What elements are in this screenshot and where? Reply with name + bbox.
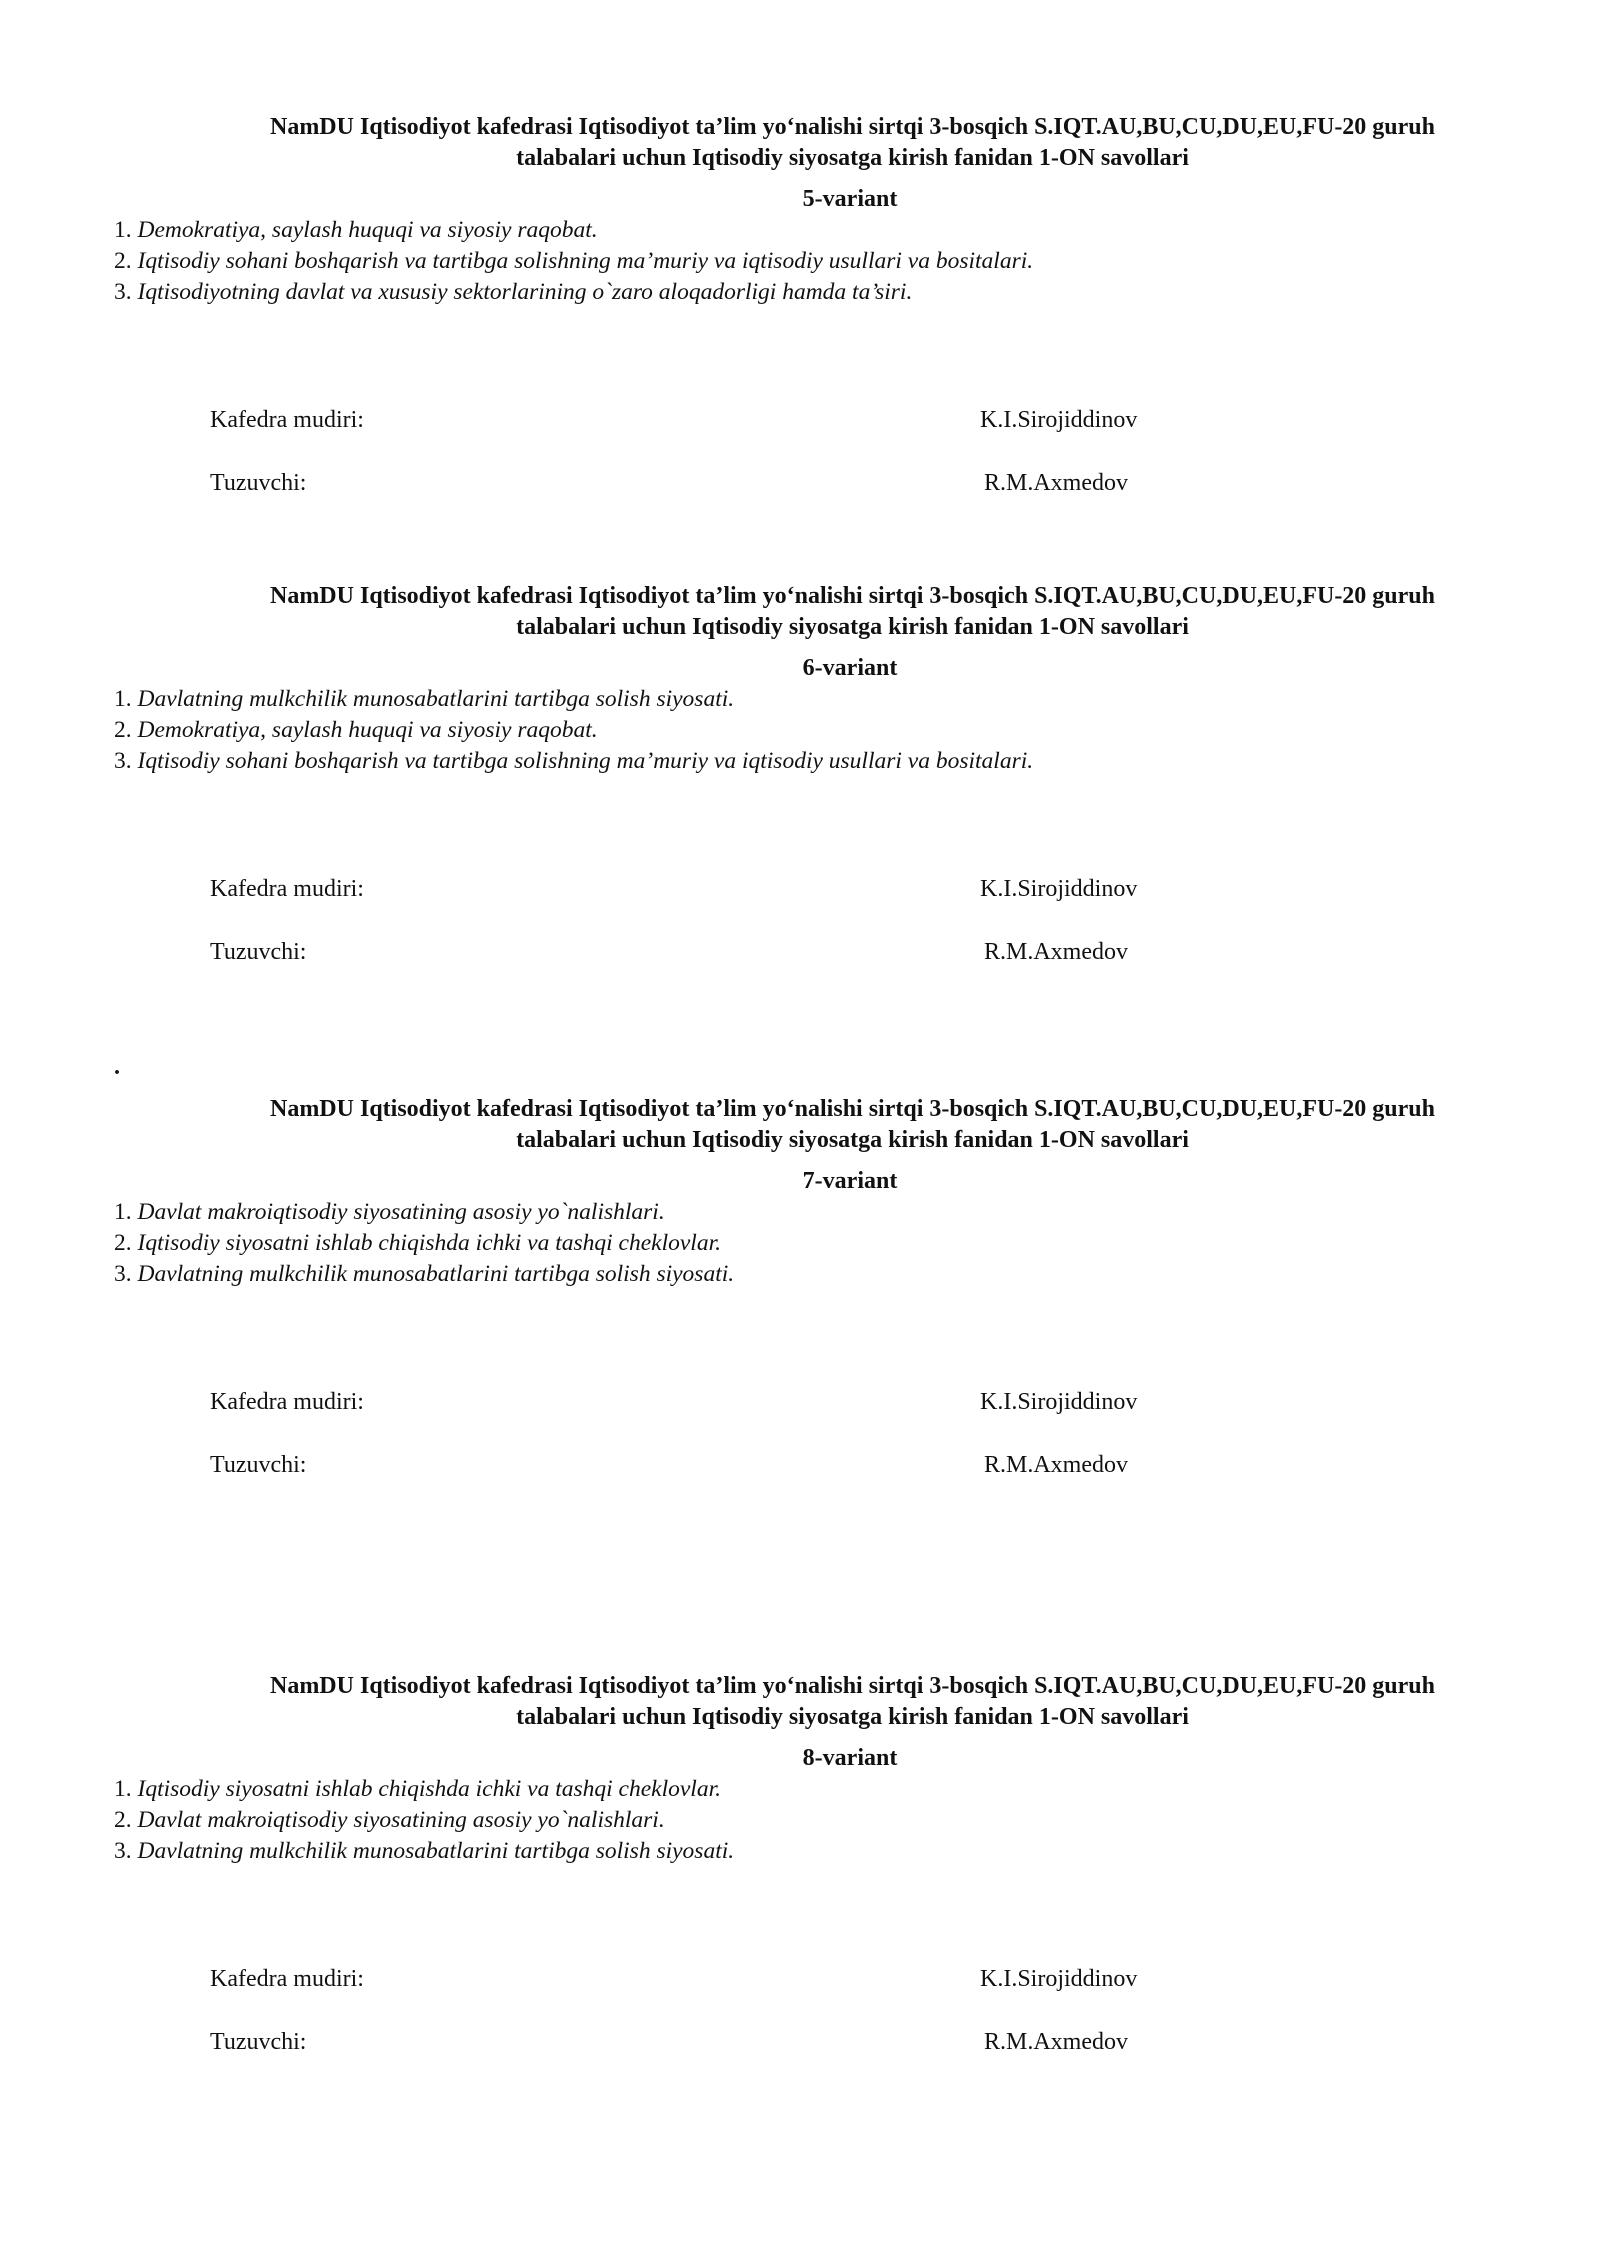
question-number: 2. [114, 717, 132, 743]
head-label: Kafedra mudiri: [210, 876, 364, 902]
question-text: Davlatning mulkchilik munosabatlarini tartibga solish siyosati. [137, 686, 735, 712]
header-line-1: NamDU Iqtisodiyot kafedrasi Iqtisodiyot ta’lim yo‘nalishi sirtqi 3-bosqich S.IQT.AU,BU,CU,DU,EU,FU-20 guruh [269, 1673, 1436, 1699]
question-text: Iqtisodiy sohani boshqarish va tartibga solishning ma’muriy va iqtisodiy usullari va bositalari. [137, 248, 1034, 274]
question-list [114, 1774, 1600, 1867]
question-item [114, 1228, 1600, 1259]
question-text: Demokratiya, saylash huquqi va siyosiy raqobat. [137, 717, 598, 743]
question-number: 2. [114, 1230, 132, 1256]
head-signature-row [0, 1386, 1600, 1418]
question-text: Iqtisodiyotning davlat va xususiy sektorlarining o`zaro aloqadorligi hamda ta’siri. [137, 279, 913, 305]
head-label: Kafedra mudiri: [210, 1389, 364, 1415]
question-number: 2. [114, 1807, 132, 1833]
question-text: Demokratiya, saylash huquqi va siyosiy raqobat. [137, 217, 598, 243]
question-text: Iqtisodiy siyosatni ishlab chiqishda ichki va tashqi cheklovlar. [137, 1230, 722, 1256]
question-item [114, 1774, 1600, 1805]
exam-section-8 [0, 1671, 1600, 2058]
exam-section-7 [0, 1094, 1600, 1481]
question-item [114, 246, 1600, 277]
exam-section-5 [0, 112, 1600, 499]
header-line-2: talabalari uchun Iqtisodiy siyosatga kirish fanidan 1-ON savollari [516, 614, 1189, 640]
head-label: Kafedra mudiri: [210, 407, 364, 433]
question-number: 2. [114, 248, 132, 274]
header-line-2: talabalari uchun Iqtisodiy siyosatga kirish fanidan 1-ON savollari [516, 1127, 1189, 1153]
variant-title: 6-variant [802, 655, 898, 681]
question-item [114, 215, 1600, 246]
question-list [114, 215, 1600, 308]
question-text: Iqtisodiy sohani boshqarish va tartibga solishning ma’muriy va iqtisodiy usullari va bositalari. [137, 748, 1034, 774]
header-line-1: NamDU Iqtisodiyot kafedrasi Iqtisodiyot ta’lim yo‘nalishi sirtqi 3-bosqich S.IQT.AU,BU,CU,DU,EU,FU-20 guruh [269, 583, 1436, 609]
section-header [100, 581, 1500, 643]
author-label: Tuzuvchi: [210, 1452, 307, 1478]
author-label: Tuzuvchi: [210, 470, 307, 496]
question-text: Iqtisodiy siyosatni ishlab chiqishda ichki va tashqi cheklovlar. [137, 1776, 722, 1802]
question-text: Davlat makroiqtisodiy siyosatining asosiy yo`nalishlari. [137, 1199, 665, 1225]
author-signature-row [0, 2026, 1600, 2058]
section-header [100, 1094, 1500, 1156]
variant-title: 8-variant [802, 1745, 898, 1771]
header-line-1: NamDU Iqtisodiyot kafedrasi Iqtisodiyot ta’lim yo‘nalishi sirtqi 3-bosqich S.IQT.AU,BU,CU,DU,EU,FU-20 guruh [269, 114, 1436, 140]
section-header [100, 1671, 1500, 1733]
question-number: 3. [114, 1838, 132, 1864]
question-list [114, 1197, 1600, 1290]
question-item [114, 1197, 1600, 1228]
question-number: 1. [114, 1776, 132, 1802]
question-number: 1. [114, 1199, 132, 1225]
question-text: Davlatning mulkchilik munosabatlarini tartibga solish siyosati. [137, 1261, 735, 1287]
question-number: 1. [114, 686, 132, 712]
question-list [114, 684, 1600, 777]
question-number: 1. [114, 217, 132, 243]
author-name: R.M.Axmedov [984, 2029, 1128, 2055]
variant-title: 5-variant [802, 186, 898, 212]
question-text: Davlatning mulkchilik munosabatlarini tartibga solish siyosati. [137, 1838, 735, 1864]
question-number: 3. [114, 279, 132, 305]
question-item [114, 1259, 1600, 1290]
author-name: R.M.Axmedov [984, 470, 1128, 496]
head-signature-row [0, 404, 1600, 436]
head-name: K.I.Sirojiddinov [980, 876, 1138, 902]
author-signature-row [0, 936, 1600, 968]
head-signature-row [0, 873, 1600, 905]
variant-title: 7-variant [802, 1168, 898, 1194]
question-item [114, 746, 1600, 777]
author-signature-row [0, 467, 1600, 499]
exam-section-6 [0, 581, 1600, 968]
stray-mark: . [114, 1054, 120, 1080]
head-name: K.I.Sirojiddinov [980, 407, 1138, 433]
question-item [114, 1805, 1600, 1836]
header-line-2: talabalari uchun Iqtisodiy siyosatga kirish fanidan 1-ON savollari [516, 1704, 1189, 1730]
head-signature-row [0, 1963, 1600, 1995]
question-item [114, 277, 1600, 308]
question-item [114, 1836, 1600, 1867]
author-signature-row [0, 1449, 1600, 1481]
section-header [100, 112, 1500, 174]
header-line-1: NamDU Iqtisodiyot kafedrasi Iqtisodiyot ta’lim yo‘nalishi sirtqi 3-bosqich S.IQT.AU,BU,CU,DU,EU,FU-20 guruh [269, 1096, 1436, 1122]
author-name: R.M.Axmedov [984, 1452, 1128, 1478]
question-number: 3. [114, 1261, 132, 1287]
head-label: Kafedra mudiri: [210, 1966, 364, 1992]
question-item [114, 715, 1600, 746]
head-name: K.I.Sirojiddinov [980, 1966, 1138, 1992]
question-item [114, 684, 1600, 715]
author-label: Tuzuvchi: [210, 2029, 307, 2055]
author-name: R.M.Axmedov [984, 939, 1128, 965]
question-number: 3. [114, 748, 132, 774]
author-label: Tuzuvchi: [210, 939, 307, 965]
header-line-2: talabalari uchun Iqtisodiy siyosatga kirish fanidan 1-ON savollari [516, 145, 1189, 171]
question-text: Davlat makroiqtisodiy siyosatining asosiy yo`nalishlari. [137, 1807, 665, 1833]
head-name: K.I.Sirojiddinov [980, 1389, 1138, 1415]
